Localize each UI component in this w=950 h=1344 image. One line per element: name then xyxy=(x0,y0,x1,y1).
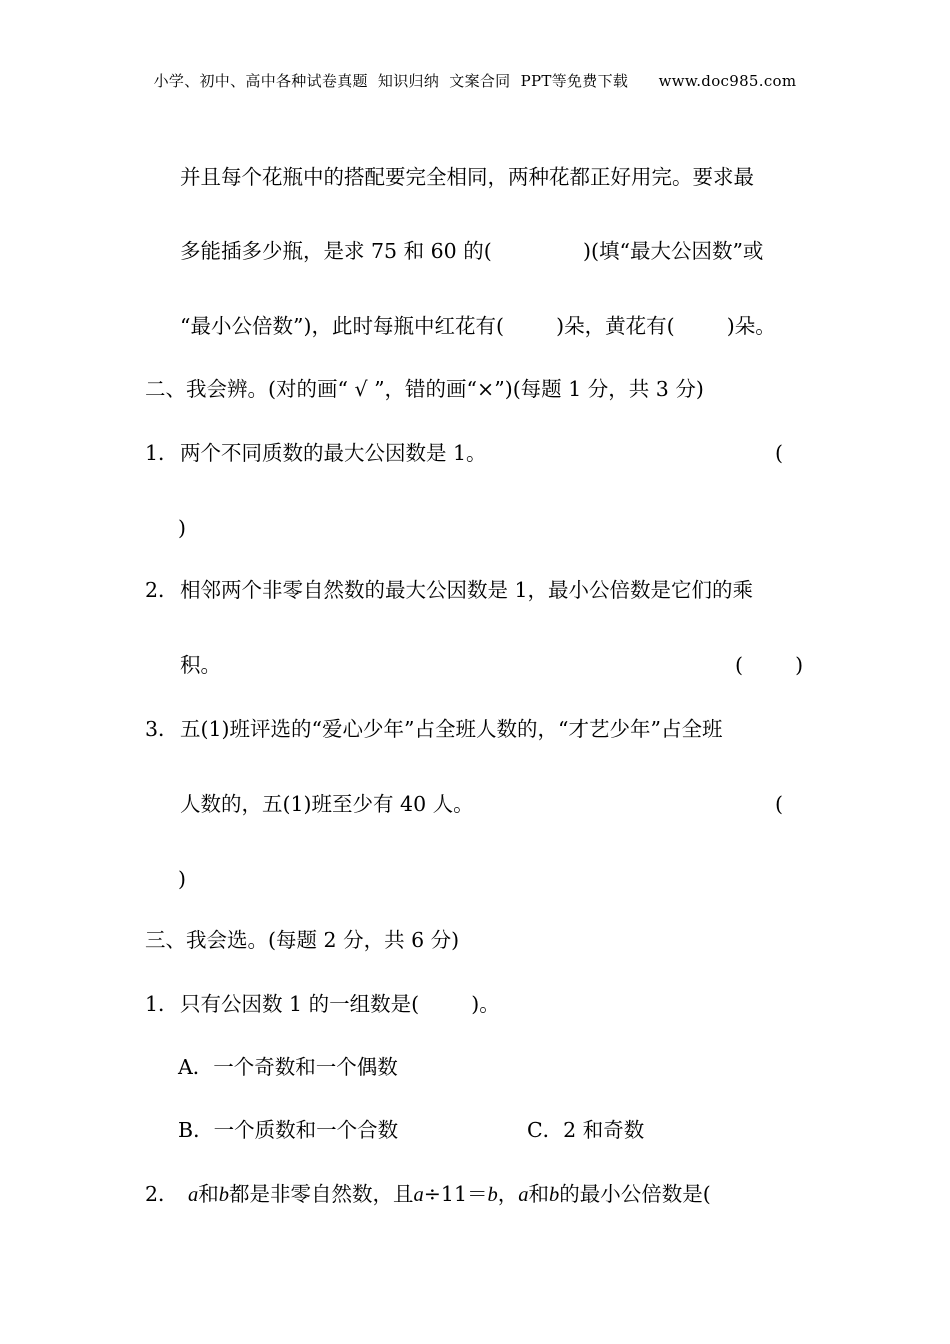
section-title-choose: 三、我会选。(每题 2 分，共 6 分) xyxy=(145,928,460,952)
option-a: A．一个奇数和一个偶数 xyxy=(178,1055,398,1079)
question-text: 两个不同质数的最大公因数是 1。 xyxy=(180,441,487,465)
variable-a: a xyxy=(413,1184,424,1206)
variable-b: b xyxy=(549,1184,560,1206)
answer-paren-close: ) xyxy=(178,867,186,891)
question-number: 2． xyxy=(145,1182,179,1206)
answer-paren-close: ) xyxy=(178,516,186,540)
text-fragment: 的最小公倍数是( xyxy=(559,1182,711,1206)
option-b: B．一个质数和一个合数 xyxy=(178,1118,399,1142)
question-text: 只有公因数 1 的一组数是( )。 xyxy=(180,992,500,1016)
answer-paren-open: ( xyxy=(775,441,783,465)
page-header: 小学、初中、高中各种试卷真题 知识归纳 文案合同 PPT等免费下载 www.doc985.com xyxy=(153,72,797,90)
question-number: 1． xyxy=(145,992,179,1016)
question-text-line: 积。 xyxy=(180,653,221,677)
variable-a: a xyxy=(518,1184,529,1206)
section-title-judge: 二、我会辨。(对的画“ √ ”，错的画“×”)(每题 1 分，共 3 分) xyxy=(145,377,704,401)
question-number: 1． xyxy=(145,441,179,465)
question-text xyxy=(188,1180,711,1209)
text-fragment: ， xyxy=(497,1182,519,1206)
question-text-line: “最小公倍数”)，此时每瓶中红花有( )朵，黄花有( )朵。 xyxy=(180,314,776,338)
question-number: 2． xyxy=(145,578,179,602)
text-fragment: 和 xyxy=(528,1182,550,1206)
text-fragment: 都是非零自然数，且 xyxy=(229,1182,414,1206)
question-number: 3． xyxy=(145,717,179,741)
question-text-line: 多能插多少瓶，是求 75 和 60 的( )(填“最大公因数”或 xyxy=(180,239,764,263)
question-text-line: 五(1)班评选的“爱心少年”占全班人数的，“才艺少年”占全班 xyxy=(180,717,723,741)
variable-b: b xyxy=(218,1184,229,1206)
answer-paren-open: ( xyxy=(775,792,783,816)
question-text-line: 相邻两个非零自然数的最大公因数是 1，最小公倍数是它们的乘 xyxy=(180,578,754,602)
text-fragment: ÷11＝ xyxy=(423,1182,488,1206)
text-fragment: 和 xyxy=(198,1182,219,1206)
option-c: C．2 和奇数 xyxy=(527,1118,645,1142)
variable-b: b xyxy=(487,1184,498,1206)
answer-paren: ( ) xyxy=(735,653,804,677)
question-text-line: 人数的，五(1)班至少有 40 人。 xyxy=(180,792,474,816)
variable-a: a xyxy=(188,1184,199,1206)
question-text-line: 并且每个花瓶中的搭配要完全相同，两种花都正好用完。要求最 xyxy=(180,165,754,189)
